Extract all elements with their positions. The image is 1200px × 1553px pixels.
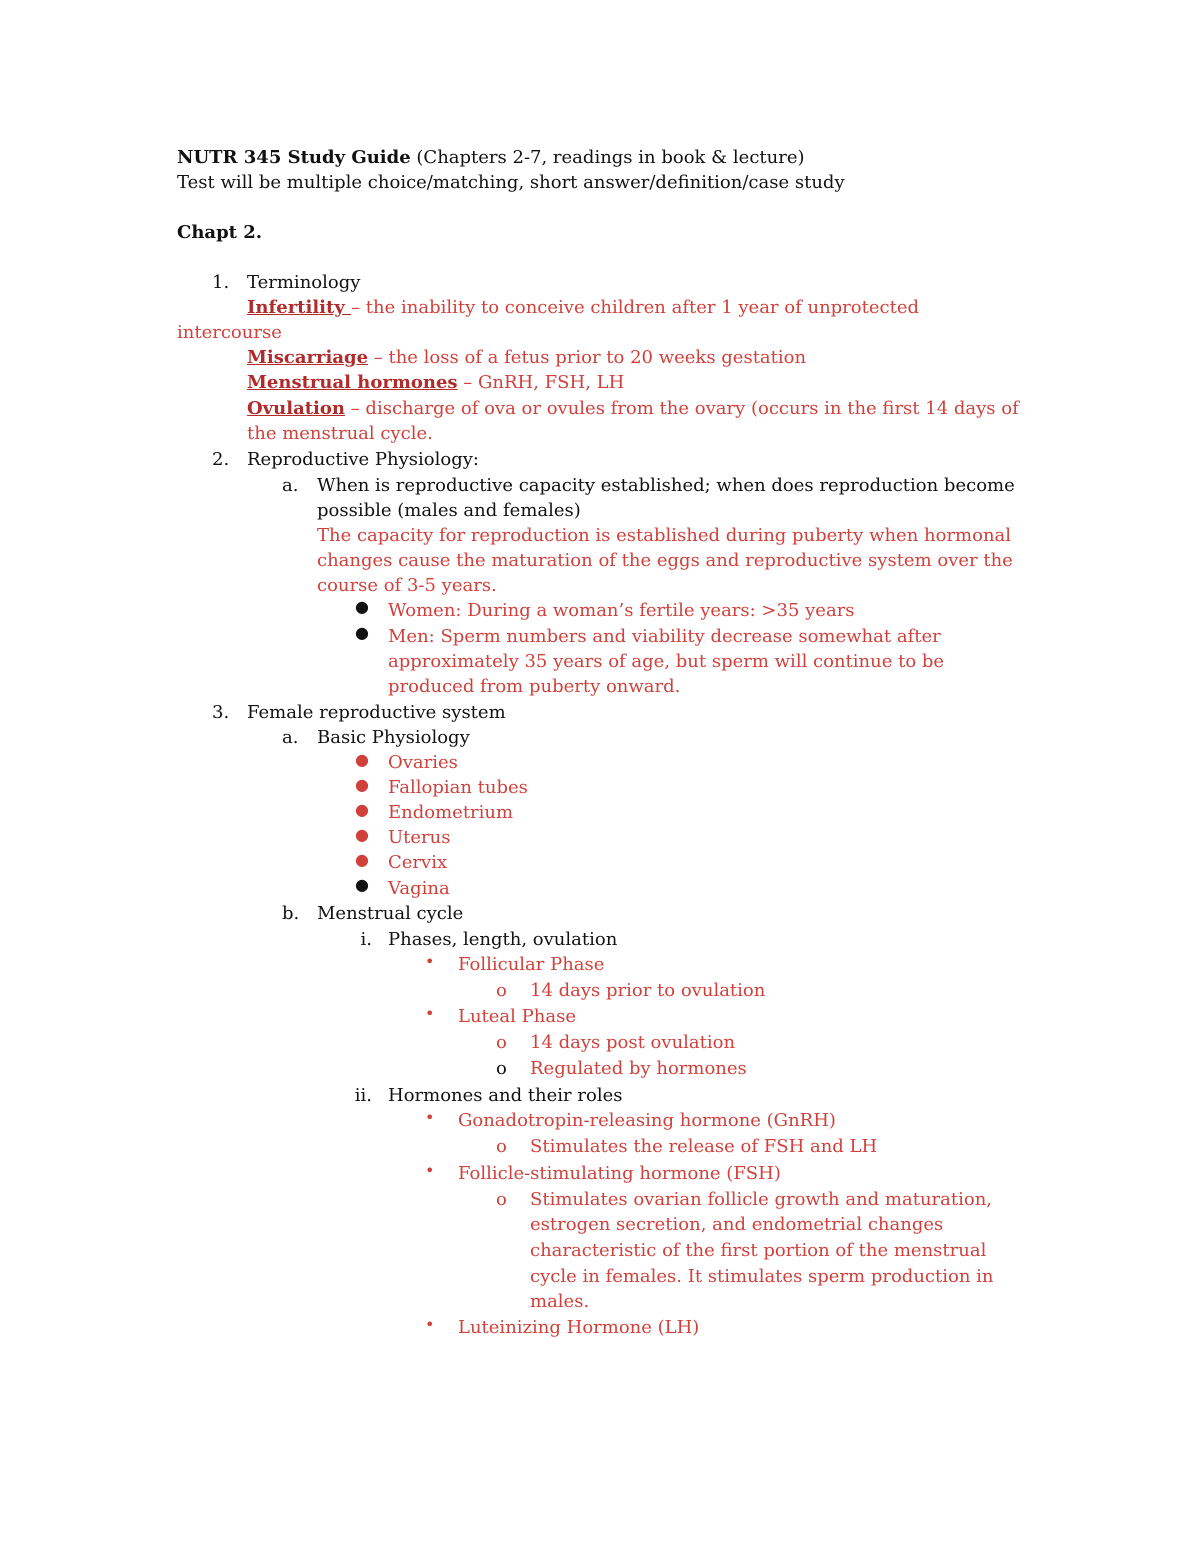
definition-text: – the loss of a fetus prior to 20 weeks gestation <box>368 347 807 368</box>
bullet-icon: ● <box>355 875 369 894</box>
bullet-icon: • <box>425 1161 435 1180</box>
list-item: Endometrium <box>388 802 514 823</box>
sub-bullet-icon: o <box>496 1189 507 1210</box>
bullet-icon: ● <box>355 850 369 869</box>
bullet-icon: • <box>425 1315 435 1334</box>
doc-title: NUTR 345 Study Guide <box>177 147 411 168</box>
list-item-continuation: cycle in females. It stimulates sperm production in <box>530 1266 994 1287</box>
term: Infertility <box>247 297 352 318</box>
definition-text: – discharge of ova or ovules from the ovary (occurs in the first 14 days of <box>344 398 1019 419</box>
list-item: Stimulates ovarian follicle growth and maturation, <box>530 1189 993 1210</box>
list-item-continuation: estrogen secretion, and endometrial changes <box>530 1214 944 1235</box>
section-heading: Terminology <box>247 272 361 293</box>
bullet-icon: • <box>425 952 435 971</box>
list-number: 1. <box>212 272 230 293</box>
term: Ovulation <box>247 398 345 419</box>
subsubsection-heading: Phases, length, ovulation <box>388 929 618 950</box>
term: Menstrual hormones <box>247 372 458 393</box>
sub-bullet-icon: o <box>496 1032 507 1053</box>
definition-miscarriage <box>247 345 806 370</box>
answer-line: The capacity for reproduction is established during puberty when hormonal <box>317 525 1012 546</box>
bullet-icon: ● <box>355 623 369 642</box>
definition-ovulation <box>247 396 1019 421</box>
list-roman: ii. <box>354 1085 372 1106</box>
subsection-heading: Menstrual cycle <box>317 903 464 924</box>
section-heading: Female reproductive system <box>247 702 506 723</box>
bullet-icon: ● <box>355 597 369 616</box>
definition-infertility <box>247 295 919 320</box>
doc-subtitle: (Chapters 2-7, readings in book & lecture) <box>416 147 805 168</box>
answer-line: changes cause the maturation of the eggs and reproductive system over the <box>317 550 1013 571</box>
bullet-icon: • <box>425 1108 435 1127</box>
sub-bullet-icon: o <box>496 1058 507 1079</box>
answer-line: course of 3-5 years. <box>317 575 497 596</box>
list-item-continuation: approximately 35 years of age, but sperm will continue to be <box>388 651 945 672</box>
definition-continuation: the menstrual cycle. <box>247 423 433 444</box>
subsection-heading: Basic Physiology <box>317 727 470 748</box>
list-item: Luteinizing Hormone (LH) <box>458 1317 700 1338</box>
list-item: Ovaries <box>388 752 458 773</box>
list-item: Regulated by hormones <box>530 1058 747 1079</box>
test-format-line: Test will be multiple choice/matching, short answer/definition/case study <box>177 172 845 193</box>
list-item-continuation: characteristic of the first portion of the menstrual <box>530 1240 987 1261</box>
list-letter: a. <box>282 475 299 496</box>
bullet-icon: ● <box>355 750 369 769</box>
bullet-icon: ● <box>355 825 369 844</box>
question-line: possible (males and females) <box>317 500 581 521</box>
list-item-continuation: males. <box>530 1291 590 1312</box>
list-item: Vagina <box>388 878 450 899</box>
list-item: 14 days post ovulation <box>530 1032 736 1053</box>
list-roman: i. <box>360 929 372 950</box>
list-number: 2. <box>212 449 230 470</box>
bullet-icon: • <box>425 1004 435 1023</box>
sub-bullet-icon: o <box>496 1136 507 1157</box>
definition-text: – GnRH, FSH, LH <box>457 372 625 393</box>
chapter-heading: Chapt 2. <box>177 222 263 243</box>
list-item: Gonadotropin-releasing hormone (GnRH) <box>458 1110 836 1131</box>
definition-continuation: intercourse <box>177 322 282 343</box>
section-heading: Reproductive Physiology: <box>247 449 479 470</box>
list-item-continuation: produced from puberty onward. <box>388 676 681 697</box>
question-line: When is reproductive capacity established; when does reproduction become <box>317 475 1015 496</box>
list-number: 3. <box>212 702 230 723</box>
definition-menstrual-hormones <box>247 370 624 395</box>
list-letter: b. <box>282 903 300 924</box>
list-item: Stimulates the release of FSH and LH <box>530 1136 878 1157</box>
list-item: Men: Sperm numbers and viability decrease somewhat after <box>388 626 941 647</box>
list-item: Uterus <box>388 827 451 848</box>
list-item: Fallopian tubes <box>388 777 528 798</box>
list-item: 14 days prior to ovulation <box>530 980 766 1001</box>
bullet-icon: ● <box>355 775 369 794</box>
bullet-icon: ● <box>355 800 369 819</box>
list-item: Follicle-stimulating hormone (FSH) <box>458 1163 781 1184</box>
list-item: Follicular Phase <box>458 954 605 975</box>
list-letter: a. <box>282 727 299 748</box>
list-item: Cervix <box>388 852 448 873</box>
sub-bullet-icon: o <box>496 980 507 1001</box>
title-line <box>177 145 805 170</box>
subsubsection-heading: Hormones and their roles <box>388 1085 623 1106</box>
term: Miscarriage <box>247 347 369 368</box>
definition-text: – the inability to conceive children after 1 year of unprotected <box>351 297 920 318</box>
list-item: Women: During a woman’s fertile years: >35 years <box>388 600 855 621</box>
list-item: Luteal Phase <box>458 1006 576 1027</box>
